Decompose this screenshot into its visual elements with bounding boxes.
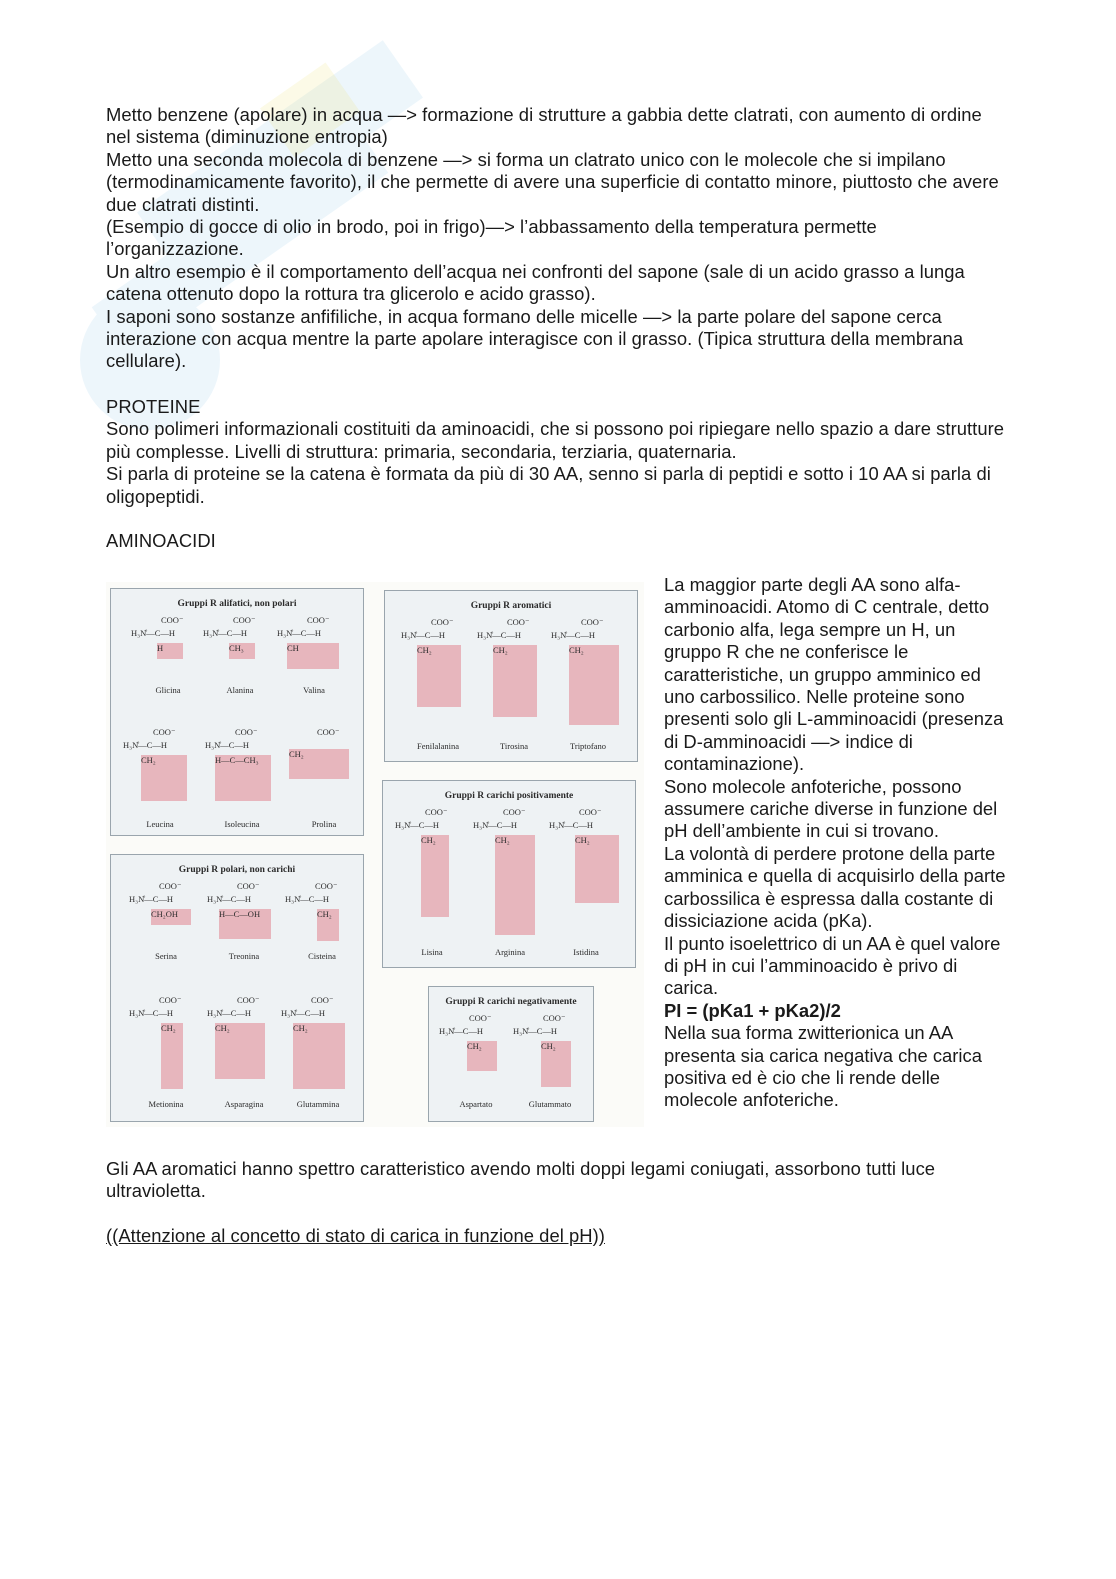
backbone-label: H₃N̊—C—H xyxy=(473,820,518,830)
paragraph: Gli AA aromatici hanno spettro caratteristico avendo molti doppi legami coniugati, assorbono tutti luce ultravioletta. xyxy=(106,1158,936,1202)
aa-name: Fenilalanina xyxy=(416,741,459,751)
backbone-label: H₃N̊—C—H xyxy=(129,1008,174,1018)
aa-valina xyxy=(277,615,351,725)
paragraph: I saponi sono sostanze anfifiliche, in acqua formano delle micelle —> la parte polare del sapone cerca interazione con acqua mentre la parte apolare interagisce con il grasso. (Tipica struttura della membrana cellulare). xyxy=(106,305,964,372)
carboxyl-label: COO⁻ xyxy=(581,617,604,627)
aa-tirosina xyxy=(477,617,551,751)
paragraph: Si parla di proteine se la catena è formata da più di 30 AA, senno si parla di peptidi e sotto i 10 AA si parla di oligopeptidi. xyxy=(106,463,991,507)
carboxyl-label: COO⁻ xyxy=(507,617,530,627)
panel-title: Gruppi R carichi positivamente xyxy=(444,791,574,801)
r-group-label: CH₃ xyxy=(229,643,244,653)
aa-name: Arginina xyxy=(494,947,526,957)
r-group-label: CH₂OH xyxy=(151,909,179,919)
carboxyl-label: COO⁻ xyxy=(469,1013,492,1023)
panel-aliphatic xyxy=(110,588,364,836)
carboxyl-label: COO⁻ xyxy=(431,617,454,627)
aminoacidi-heading xyxy=(106,530,1006,552)
aa-name: Glicina xyxy=(155,685,181,695)
panel-title: Gruppi R alifatici, non polari xyxy=(177,599,297,609)
aa-name: Alanina xyxy=(226,685,254,695)
aa-glutammato xyxy=(513,1013,587,1123)
r-group-box xyxy=(467,1041,497,1071)
aa-name: Leucina xyxy=(146,819,174,829)
aa-name: Glutammina xyxy=(296,1099,340,1109)
proteine-section xyxy=(106,396,1006,508)
r-group-box xyxy=(317,909,339,941)
backbone-label: H₃N̊—C—H xyxy=(401,630,446,640)
carboxyl-label: COO⁻ xyxy=(237,995,260,1005)
aa-name: Isoleucina xyxy=(224,819,260,829)
paragraph: La maggior parte degli AA sono alfa-amminoacidi. Atomo di C centrale, detto carbonio alfa, lega sempre un H, un gruppo R che ne conferisce le caratteristiche, un gruppo amminico ed uno carbossilico. Nelle proteine sono presenti solo gli L-amminoacidi (presenza di D-amminoacidi —> indice di contaminazione). xyxy=(664,574,1004,775)
aa-name: Treonina xyxy=(228,951,260,961)
r-group-label: CH₂ xyxy=(289,749,304,759)
backbone-label: H₃N̊—C—H xyxy=(129,894,174,904)
panel-polar xyxy=(110,854,364,1122)
r-group-box xyxy=(293,1023,345,1089)
backbone-label: H₃N̊—C—H xyxy=(439,1026,484,1036)
carboxyl-label: COO⁻ xyxy=(233,615,256,625)
r-group-label: CH₂ xyxy=(495,835,510,845)
r-group-box xyxy=(157,643,183,659)
aa-treonina xyxy=(207,881,281,991)
aa-metionina xyxy=(129,995,203,1109)
r-group-box xyxy=(495,835,535,935)
carboxyl-label: COO⁻ xyxy=(579,807,602,817)
r-group-label: CH₂ xyxy=(575,835,590,845)
carboxyl-label: COO⁻ xyxy=(161,615,184,625)
section-heading: AMINOACIDI xyxy=(106,530,216,551)
aa-name: Istidina xyxy=(573,947,599,957)
paragraph: Un altro esempio è il comportamento dell’acqua nei confronti del sapone (sale di un acido grasso a lunga catena ottenuto dopo la rottura tra glicerolo e acido grasso). xyxy=(106,260,965,305)
r-group-box xyxy=(141,755,187,801)
r-group-box xyxy=(219,909,271,939)
aa-triptofano xyxy=(551,617,625,751)
r-group-label: CH₂ xyxy=(417,645,432,655)
r-group-box xyxy=(161,1023,183,1089)
r-group-box xyxy=(151,909,191,925)
panel-title: Gruppi R aromatici xyxy=(470,601,552,611)
r-group-box xyxy=(215,1023,265,1079)
aminoacidi-bottom-text xyxy=(106,1158,1006,1203)
aa-isoleucina xyxy=(205,727,279,837)
backbone-label: H₃N̊—C—H xyxy=(281,1008,326,1018)
r-group-box xyxy=(541,1041,571,1087)
paragraph: Il punto isoelettrico di un AA è quel valore di pH in cui l’amminoacido è privo di carica. xyxy=(664,932,1001,999)
r-group-label: H—C—OH xyxy=(219,909,261,919)
aa-fenilalanina xyxy=(401,617,475,751)
backbone-label: H₃N̊—C—H xyxy=(203,628,248,638)
r-group-label: CH₂ xyxy=(467,1041,482,1051)
intro-text xyxy=(106,104,1006,373)
r-group-label: H—C—CH₃ xyxy=(215,755,259,765)
carboxyl-label: COO⁻ xyxy=(307,615,330,625)
carboxyl-label: COO⁻ xyxy=(425,807,448,817)
aa-cisteina xyxy=(285,881,359,991)
paragraph: Sono polimeri informazionali costituiti da aminoacidi, che si possono poi ripiegare nello spazio a dare strutture più complesse. Livelli di struttura: primaria, secondaria, terziaria, quaternaria. xyxy=(106,418,1005,462)
aminoacidi-side-text xyxy=(664,574,1012,1112)
aa-aspartato xyxy=(439,1013,513,1123)
paragraph: Nella sua forma zwitterionica un AA presenta sia carica negativa che carica positiva ed è cio che li rende delle molecole anfoteriche. xyxy=(664,1022,982,1111)
backbone-label: H₃N̊—C—H xyxy=(551,630,596,640)
aa-alanina xyxy=(203,615,277,725)
aa-lisina xyxy=(395,807,469,957)
r-group-label: CH₂ xyxy=(569,645,584,655)
backbone-label: H₃N̊—C—H xyxy=(207,1008,252,1018)
panel-title: Gruppi R polari, non carichi xyxy=(178,865,296,875)
carboxyl-label: COO⁻ xyxy=(315,881,338,891)
carboxyl-label: COO⁻ xyxy=(237,881,260,891)
aa-name: Asparagina xyxy=(224,1099,264,1109)
backbone-label: H₃N̊—C—H xyxy=(123,740,168,750)
backbone-label: H₃N̊—C—H xyxy=(477,630,522,640)
backbone-label: H₃N̊—C—H xyxy=(205,740,250,750)
r-group-label: CH xyxy=(287,643,299,653)
r-group-label: H xyxy=(157,643,164,653)
aa-glutammina xyxy=(281,995,355,1109)
aa-asparagina xyxy=(207,995,281,1109)
carboxyl-label: COO⁻ xyxy=(159,995,182,1005)
panel-negative xyxy=(428,986,594,1122)
r-group-box xyxy=(421,835,449,917)
r-group-label: CH₂ xyxy=(215,1023,230,1033)
panel-title: Gruppi R carichi negativamente xyxy=(445,997,577,1007)
aa-istidina xyxy=(549,807,623,957)
r-group-box xyxy=(575,835,619,903)
underlined-note: ((Attenzione al concetto di stato di carica in funzione del pH)) xyxy=(106,1225,605,1246)
aa-name: Triptofano xyxy=(569,741,607,751)
backbone-label: H₃N̊—C—H xyxy=(207,894,252,904)
backbone-label: H₃N̊—C—H xyxy=(277,628,322,638)
amino-acid-figure xyxy=(106,582,644,1127)
aa-serina xyxy=(129,881,203,991)
aa-glicina xyxy=(131,615,205,725)
aa-name: Valina xyxy=(303,685,325,695)
backbone-label: H₃N̊—C—H xyxy=(395,820,440,830)
carboxyl-label: COO⁻ xyxy=(317,727,340,737)
carboxyl-label: COO⁻ xyxy=(159,881,182,891)
r-group-label: CH₂ xyxy=(541,1041,556,1051)
aa-name: Glutammato xyxy=(528,1099,572,1109)
paragraph: Metto benzene (apolare) in acqua —> formazione di strutture a gabbia dette clatrati, con aumento di ordine nel sistema (diminuzione entropia) xyxy=(106,104,982,148)
r-group-box xyxy=(229,643,255,659)
r-group-label: CH₂ xyxy=(293,1023,308,1033)
paragraph: Metto una seconda molecola di benzene —> si forma un clatrato unico con le molecole che si impilano (termodinamicamente favorito), il che permette di avere una superficie di contatto minore, piuttosto che avere due clatrati distinti. xyxy=(106,148,999,215)
carboxyl-label: COO⁻ xyxy=(153,727,176,737)
attention-note xyxy=(106,1225,1006,1247)
carboxyl-label: COO⁻ xyxy=(235,727,258,737)
r-group-label: CH₂ xyxy=(493,645,508,655)
carboxyl-label: COO⁻ xyxy=(311,995,334,1005)
paragraph: (Esempio di gocce di olio in brodo, poi in frigo)—> l’abbassamento della temperatura permette l’organizzazione. xyxy=(106,216,877,260)
aa-name: Prolina xyxy=(311,819,337,829)
section-heading: PROTEINE xyxy=(106,396,201,417)
r-group-box xyxy=(493,645,537,717)
panel-positive xyxy=(382,780,636,968)
backbone-label: H₃N̊—C—H xyxy=(131,628,176,638)
aa-name: Metionina xyxy=(148,1099,184,1109)
r-group-box xyxy=(569,645,619,725)
carboxyl-label: COO⁻ xyxy=(543,1013,566,1023)
r-group-box xyxy=(215,755,271,801)
r-group-label: CH₂ xyxy=(317,909,332,919)
isoelectric-formula: PI = (pKa1 + pKa2)/2 xyxy=(664,999,841,1021)
aa-name: Cisteina xyxy=(308,951,336,961)
r-group-box xyxy=(289,749,349,779)
backbone-label: H₃N̊—C—H xyxy=(513,1026,558,1036)
aa-arginina xyxy=(473,807,547,957)
backbone-label: H₃N̊—C—H xyxy=(285,894,330,904)
r-group-label: CH₂ xyxy=(421,835,436,845)
panel-aromatic xyxy=(384,590,638,762)
carboxyl-label: COO⁻ xyxy=(503,807,526,817)
r-group-label: CH₂ xyxy=(141,755,156,765)
paragraph: La volontà di perdere protone della parte amminica e quella di acquisirlo della parte carbossilica è espressa dalla costante di dissiciazione acida (pKa). xyxy=(664,842,1006,932)
aa-name: Tirosina xyxy=(499,741,529,751)
aa-name: Lisina xyxy=(421,947,443,957)
paragraph: Sono molecole anfoteriche, possono assumere cariche diverse in funzione del pH dell’ambiente in cui si trovano. xyxy=(664,775,998,842)
r-group-box xyxy=(287,643,339,669)
r-group-box xyxy=(417,645,461,707)
r-group-label: CH₂ xyxy=(161,1023,176,1033)
backbone-label: H₃N̊—C—H xyxy=(549,820,594,830)
aa-leucina xyxy=(123,727,197,837)
aa-name: Serina xyxy=(155,951,177,961)
aa-name: Aspartato xyxy=(459,1099,493,1109)
aa-prolina xyxy=(287,727,361,837)
